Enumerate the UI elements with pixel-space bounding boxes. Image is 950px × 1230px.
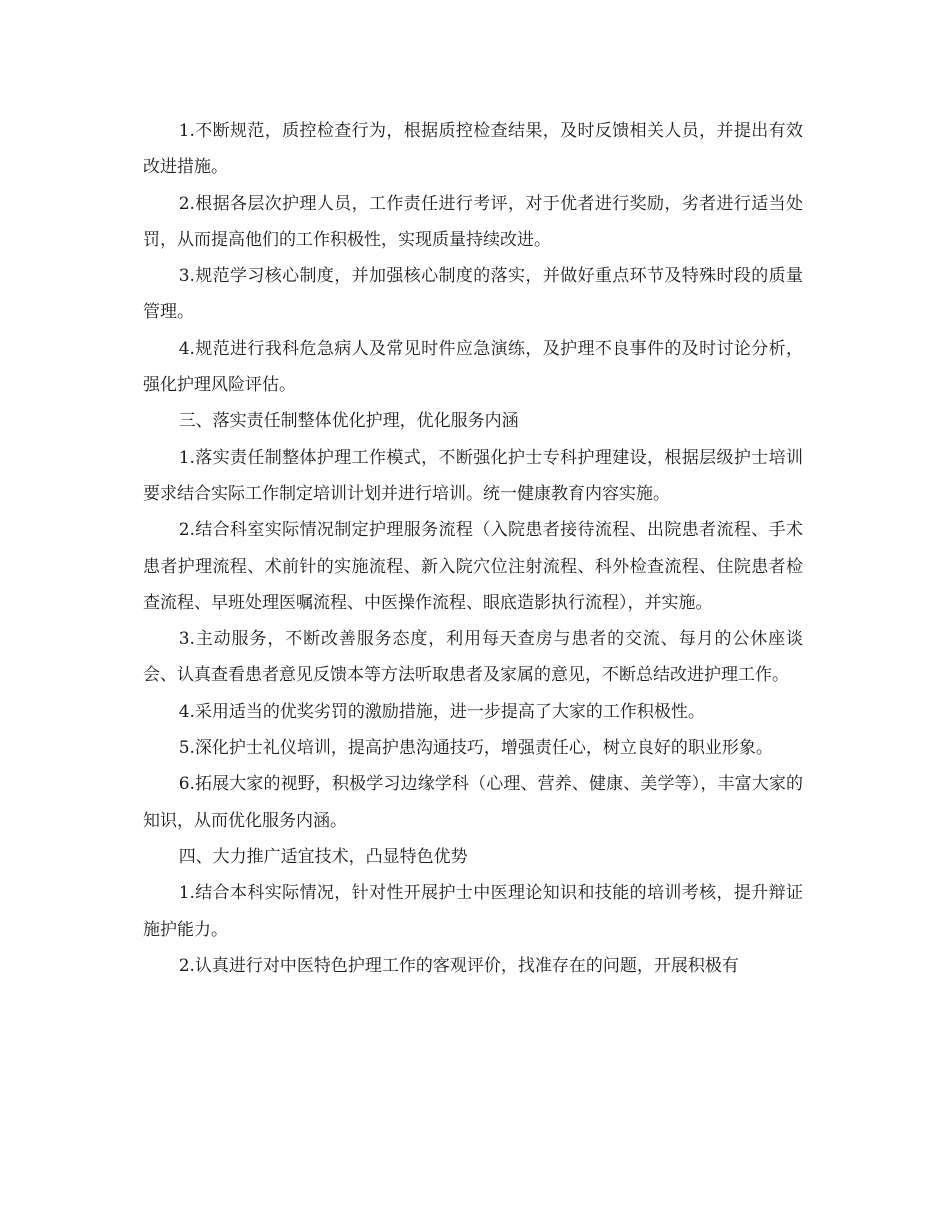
paragraph-quality-control-feedback: 1.不断规范，质控检查行为，根据质控检查结果，及时反馈相关人员，并提出有效改进措施。 bbox=[143, 121, 803, 178]
paragraph-service-process: 2.结合科室实际情况制定护理服务流程（入院患者接待流程、出院患者流程、手术患者护理流程、术前针的实施流程、新入院穴位注射流程、科外检查流程、住院患者检查流程、早班处理医嘱流程、中医操作流程、眼底造影执行流程），并实施。 bbox=[143, 520, 803, 613]
paragraph-broaden-horizons: 6.拓展大家的视野，积极学习边缘学科（心理、营养、健康、美学等），丰富大家的知识，从而优化服务内涵。 bbox=[143, 774, 803, 831]
paragraph-staff-evaluation: 2.根据各层次护理人员，工作责任进行考评，对于优者进行奖励，劣者进行适当处罚，从而提高他们的工作积极性，实现质量持续改进。 bbox=[143, 193, 803, 250]
paragraph-tcm-evaluation: 2.认真进行对中医特色护理工作的客观评价，找准存在的问题，开展积极有 bbox=[178, 955, 739, 976]
section-heading-4: 四、大力推广适宜技术，凸显特色优势 bbox=[178, 846, 468, 867]
paragraph-emergency-drill: 4.规范进行我科危急病人及常见时件应急演练，及护理不良事件的及时讨论分析，强化护理风险评估。 bbox=[143, 338, 803, 396]
paragraph-core-system-study: 3.规范学习核心制度，并加强核心制度的落实，并做好重点环节及特殊时段的质量管理。 bbox=[143, 266, 803, 323]
section-heading-3: 三、落实责任制整体优化护理，优化服务内涵 bbox=[178, 411, 519, 432]
paragraph-holistic-nursing-model: 1.落实责任制整体护理工作模式，不断强化护士专科护理建设，根据层级护士培训要求结合实际工作制定培训计划并进行培训。统一健康教育内容实施。 bbox=[143, 447, 803, 504]
paragraph-proactive-service: 3.主动服务，不断改善服务态度，利用每天查房与患者的交流、每月的公休座谈会、认真查看患者意见反馈本等方法听取患者及家属的意见，不断总结改进护理工作。 bbox=[143, 629, 803, 686]
document-body bbox=[143, 113, 803, 984]
paragraph-tcm-training: 1.结合本科实际情况，针对性开展护士中医理论知识和技能的培训考核，提升辩证施护能力。 bbox=[143, 883, 803, 940]
paragraph-incentive-measures: 4.采用适当的优奖劣罚的激励措施，进一步提高了大家的工作积极性。 bbox=[178, 701, 705, 722]
paragraph-etiquette-training: 5.深化护士礼仪培训，提高护患沟通技巧，增强责任心，树立良好的职业形象。 bbox=[178, 738, 773, 759]
